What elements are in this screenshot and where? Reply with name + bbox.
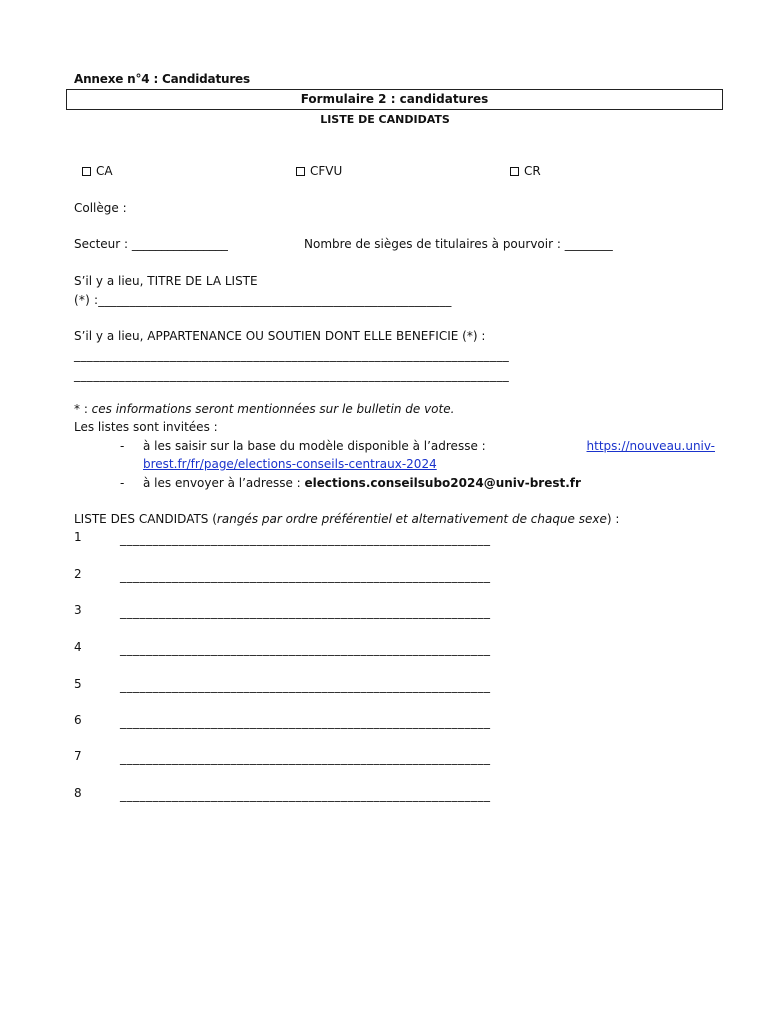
list-title: LISTE DE CANDIDATS [320,113,450,126]
titre-liste-label: S’il y a lieu, TITRE DE LA LISTE [74,274,258,288]
council-label-cfvu: CFVU [310,164,343,178]
checkbox-cr[interactable] [510,167,519,176]
candidate-line[interactable]: _________________________________________________________ [120,642,491,656]
candidates-heading [74,512,619,526]
candidate-number: 6 [74,713,82,727]
council-option-cfvu[interactable] [296,164,342,178]
council-option-cr[interactable] [510,164,541,178]
bullet-2-text: à les envoyer à l’adresse : [143,476,301,490]
council-label-cr: CR [524,164,541,178]
model-link-part-2[interactable]: brest.fr/fr/page/elections-conseils-centraux-2024 [143,457,437,471]
candidate-number: 8 [74,786,82,800]
sieges-field: Nombre de sièges de titulaires à pourvoir : ________ [304,237,613,251]
council-label-ca: CA [96,164,113,178]
candidates-heading-end: ) : [606,512,620,526]
candidate-line[interactable]: _________________________________________________________ [120,715,491,729]
candidate-line[interactable]: _________________________________________________________ [120,788,491,802]
appartenance-label: S’il y a lieu, APPARTENANCE OU SOUTIEN DONT ELLE BENEFICIE (*) : [74,329,486,343]
candidate-number: 5 [74,677,82,691]
candidate-number: 1 [74,530,82,544]
candidates-heading-italic: rangés par ordre préférentiel et alternativement de chaque sexe [216,512,607,526]
checkbox-ca[interactable] [82,167,91,176]
bullet-1-line [143,439,715,453]
star-prefix: * : [74,402,92,416]
appartenance-line-2: ____________________________________________________________________ [74,368,510,382]
candidate-line[interactable]: _________________________________________________________ [120,679,491,693]
candidate-line[interactable]: _________________________________________________________ [120,532,491,546]
candidate-line[interactable]: _________________________________________________________ [120,605,491,619]
form-title: Formulaire 2 : candidatures [300,92,489,106]
invited-text: Les listes sont invitées : [74,420,218,434]
candidate-line[interactable]: _________________________________________________________ [120,569,491,583]
candidate-number: 3 [74,603,82,617]
candidate-line[interactable]: _________________________________________________________ [120,751,491,765]
checkbox-cfvu[interactable] [296,167,305,176]
appartenance-line-1: ____________________________________________________________________ [74,348,510,362]
bullet-2: - [120,476,125,490]
annexe-title: Annexe n°4 : Candidatures [74,72,250,86]
secteur-field: Secteur : ________________ [74,237,228,251]
star-note-text: ces informations seront mentionnées sur le bulletin de vote. [91,402,455,416]
form-title-box [66,89,723,110]
candidate-number: 2 [74,567,82,581]
contact-email[interactable]: elections.conseilsubo2024@univ-brest.fr [304,476,581,490]
star-note [74,402,454,416]
candidates-heading-start: LISTE DES CANDIDATS ( [74,512,217,526]
bullet-1: - [120,439,125,453]
titre-liste-line: (*) :_________________________________________________________ [74,293,452,307]
college-field: Collège : [74,201,127,215]
council-option-ca[interactable] [82,164,113,178]
candidate-number: 7 [74,749,82,763]
bullet-1-text: à les saisir sur la base du modèle disponible à l’adresse : [143,439,486,453]
bullet-2-line [143,476,581,490]
candidate-number: 4 [74,640,82,654]
model-link-part-1[interactable]: https://nouveau.univ- [586,439,715,453]
